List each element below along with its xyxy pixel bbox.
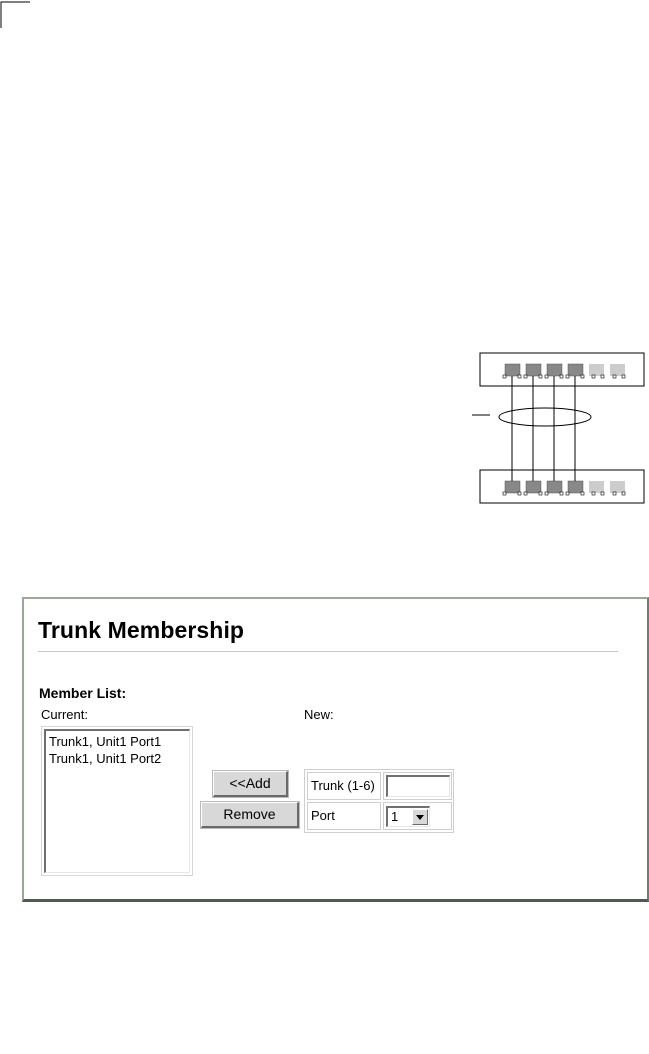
switch-bottom — [480, 470, 644, 503]
remove-button[interactable]: Remove — [201, 802, 299, 828]
list-item[interactable]: Trunk1, Unit1 Port2 — [49, 751, 162, 766]
member-list-heading: Member List: — [39, 685, 127, 701]
corner-crop-mark — [0, 0, 30, 28]
port-field-cell — [383, 802, 452, 830]
title-divider — [38, 651, 618, 652]
trunk-field-label: Trunk (1-6) — [307, 772, 381, 800]
trunk-input[interactable] — [386, 775, 450, 797]
new-member-form — [304, 769, 454, 833]
dropdown-arrow-icon[interactable] — [412, 809, 428, 825]
trunk-membership-panel — [22, 597, 649, 902]
trunk-field-cell — [383, 772, 452, 800]
add-button[interactable]: <<Add — [213, 771, 288, 797]
listbox-content — [44, 729, 190, 873]
trunk-ellipse — [499, 408, 591, 426]
current-label: Current: — [41, 707, 88, 722]
new-label: New: — [304, 707, 334, 722]
current-members-listbox[interactable] — [41, 726, 193, 876]
port-select-value: 1 — [391, 809, 399, 824]
trunk-links — [512, 376, 575, 481]
switch-top — [480, 353, 644, 386]
list-item[interactable]: Trunk1, Unit1 Port1 — [49, 734, 162, 749]
port-field-label: Port — [307, 802, 381, 830]
page-title: Trunk Membership — [38, 617, 245, 643]
port-select[interactable] — [386, 806, 430, 827]
trunk-diagram — [460, 348, 649, 513]
